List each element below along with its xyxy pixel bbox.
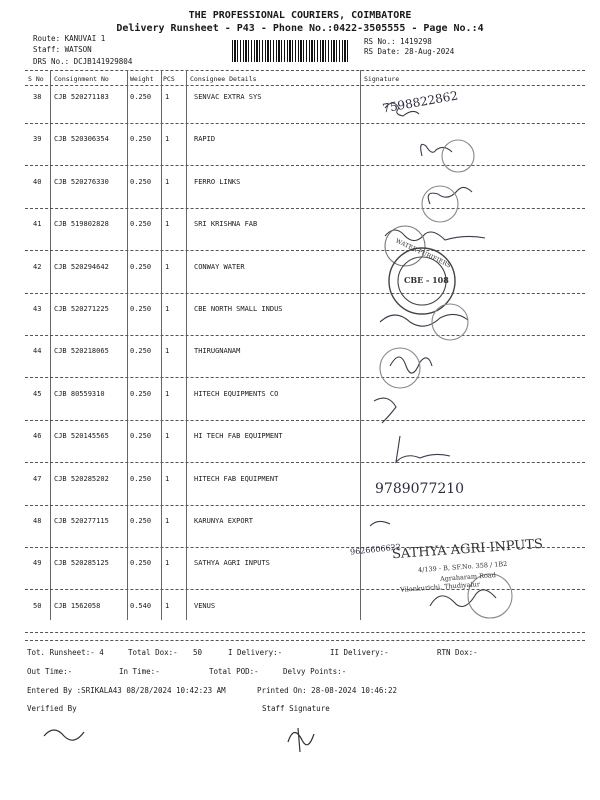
row-consignment-no: CJB 520277115: [54, 517, 109, 525]
signature-scribble: [390, 357, 432, 373]
signature-scribble: [430, 590, 496, 607]
row-weight: 0.250: [130, 389, 152, 398]
row-weight: 0.250: [130, 432, 152, 441]
water-stamp-code: CBE - 108: [404, 275, 449, 285]
staff-signature: [280, 718, 320, 758]
row-consignee: CBE NORTH SMALL INDUS: [194, 305, 283, 313]
row-sno: 45: [33, 389, 42, 398]
ii-delivery: II Delivery:-: [330, 648, 389, 657]
signature-scribble: [421, 144, 452, 156]
row-pcs: 1: [165, 601, 170, 610]
col-divider: [186, 70, 187, 620]
row-consignee: CONWAY WATER: [194, 262, 245, 271]
company-title: THE PROFESSIONAL COURIERS, COIMBATORE: [188, 10, 412, 21]
row-consignee: SRI KRISHNA FAB: [194, 220, 258, 229]
row-pcs: 1: [165, 474, 170, 483]
row-consignment-no: CJB 519802828: [54, 220, 109, 229]
row-consignment-no: CJB 520271183: [54, 93, 109, 101]
row-weight: 0.250: [130, 347, 152, 356]
row-sno: 50: [33, 601, 42, 610]
col-header-consignee: Consignee Details: [190, 75, 257, 83]
rtn-dox: RTN Dox:-: [437, 648, 478, 657]
row-sno: 46: [33, 432, 42, 441]
col-divider: [161, 70, 162, 620]
entered-by: Entered By :SRIKALA43 08/28/2024 10:42:23 AM: [27, 686, 226, 695]
signature-scribble: [380, 314, 468, 326]
staff-label: Staff: WATSON: [33, 45, 92, 54]
row-consignee: HITECH FAB EQUIPMENT: [194, 474, 279, 483]
row-pcs: 1: [165, 135, 170, 144]
total-dox-label: Total Dox:-: [128, 648, 178, 657]
row-pcs: 1: [165, 262, 170, 271]
i-delivery: I Delivery:-: [228, 648, 283, 657]
col-header-pcs: PCS: [163, 75, 175, 83]
staff-signature-label: Staff Signature: [262, 704, 330, 713]
row-weight: 0.250: [130, 305, 152, 313]
col-divider: [127, 70, 128, 620]
row-weight: 0.250: [130, 135, 152, 144]
row-pcs: 1: [165, 517, 170, 525]
in-time: In Time:-: [119, 667, 160, 676]
tot-runsheet: Tot. Runsheet:- 4: [27, 648, 104, 657]
verifier-signature: [40, 718, 90, 748]
handwritten-phone-1: 7598822862: [381, 88, 459, 116]
row-weight: 0.250: [130, 177, 152, 186]
row-consignment-no: CJB 520285125: [54, 559, 109, 568]
row-sno: 41: [33, 220, 42, 229]
water-stamp-text: WATER PURIFIERS: [394, 237, 452, 270]
row-weight: 0.250: [130, 559, 152, 568]
total-pod: Total POD:-: [209, 667, 259, 676]
row-sno: 40: [33, 177, 42, 186]
row-consignment-no: CJB 520306354: [54, 135, 109, 144]
rs-number: RS No.: 1419298: [364, 37, 432, 46]
drs-label: DRS No.: DCJB141929804: [33, 57, 133, 66]
row-consignment-no: CJB 520285202: [54, 474, 109, 483]
stamp-circle: [432, 304, 468, 340]
row-sno: 44: [33, 347, 42, 356]
stamp-circle: [380, 348, 420, 388]
row-sno: 48: [33, 517, 42, 525]
rs-date: RS Date: 28-Aug-2024: [364, 47, 455, 56]
row-pcs: 1: [165, 432, 170, 441]
row-consignee: HI TECH FAB EQUIPMENT: [194, 432, 283, 441]
sathya-stamp-address-3: Vilankurichi, Thudiyalur: [399, 580, 481, 594]
row-consignee: VENUS: [194, 601, 216, 610]
col-header-weight: Weight: [130, 75, 154, 83]
sathya-stamp-address-2: Agraharam Road: [439, 571, 497, 583]
col-header-signature: Signature: [364, 75, 400, 83]
verified-by-label: Verified By: [27, 704, 77, 713]
row-consignee: KARUNYA EXPORT: [194, 517, 254, 525]
sathya-stamp-name: SATHYA AGRI INPUTS: [391, 536, 544, 563]
row-sno: 49: [33, 559, 42, 568]
row-weight: 0.250: [130, 474, 152, 483]
row-sno: 39: [33, 135, 42, 144]
row-pcs: 1: [165, 177, 170, 186]
row-sno: 43: [33, 305, 42, 313]
row-consignment-no: CJB 520145565: [54, 432, 109, 441]
row-consignee: FERRO LINKS: [194, 177, 241, 186]
row-consignment-no: CJB 520218065: [54, 347, 109, 356]
row-consignee: SENVAC EXTRA SYS: [194, 93, 262, 101]
row-consignee: HITECH EQUIPMENTS CO: [194, 389, 279, 398]
handwritten-phone-3: 9626606622: [349, 542, 402, 557]
row-pcs: 1: [165, 220, 170, 229]
row-consignment-no: CJB 520271225: [54, 305, 109, 313]
row-sno: 47: [33, 474, 42, 483]
row-weight: 0.250: [130, 220, 152, 229]
row-consignment-no: CJB 1562058: [54, 601, 101, 610]
stamp-circle: [442, 140, 474, 172]
route-label: Route: KANUVAI 1: [33, 34, 106, 43]
runsheet-subtitle: Delivery Runsheet - P43 - Phone No.:0422-3505555 - Page No.:4: [116, 23, 484, 34]
total-dox-value: 50: [193, 648, 203, 657]
footer-top-rule: [25, 640, 585, 641]
handwritten-phone-2: 9789077210: [375, 481, 465, 497]
row-consignee: THIRUGNANAM: [194, 347, 241, 356]
row-weight: 0.250: [130, 262, 152, 271]
row-sno: 42: [33, 262, 42, 271]
signature-scribble: [370, 521, 390, 526]
header-top-rule: [25, 70, 585, 71]
row-weight: 0.250: [130, 517, 152, 525]
stamp-circle: [422, 186, 458, 222]
signature-scribble: [396, 436, 450, 462]
row-consignment-no: CJB 520294642: [54, 262, 109, 271]
row-weight: 0.250: [130, 93, 152, 101]
sathya-stamp-address: 4/139 - B, SF.No. 358 / 1B2: [417, 559, 508, 575]
row-pcs: 1: [165, 305, 170, 313]
row-consignee: SATHYA AGRI INPUTS: [194, 559, 270, 568]
row-consignment-no: CJB 520276330: [54, 177, 109, 186]
row-consignee: RAPID: [194, 135, 216, 144]
row-sno: 38: [33, 93, 42, 101]
printed-on: Printed On: 28-08-2024 10:46:22: [257, 686, 397, 695]
row-weight: 0.540: [130, 601, 152, 610]
row-consignment-no: CJB 80559310: [54, 389, 105, 398]
col-divider: [50, 70, 51, 620]
col-header-sno: S No: [28, 75, 44, 83]
row-pcs: 1: [165, 347, 170, 356]
row-pcs: 1: [165, 93, 170, 101]
out-time: Out Time:-: [27, 667, 73, 676]
barcode: [232, 40, 350, 62]
signature-scribble: [428, 187, 472, 204]
delvy-points: Delvy Points:-: [283, 667, 347, 676]
row-pcs: 1: [165, 559, 170, 568]
col-header-consignment: Consignment No: [54, 75, 109, 83]
signature-scribble: [374, 398, 396, 423]
row-pcs: 1: [165, 389, 170, 398]
